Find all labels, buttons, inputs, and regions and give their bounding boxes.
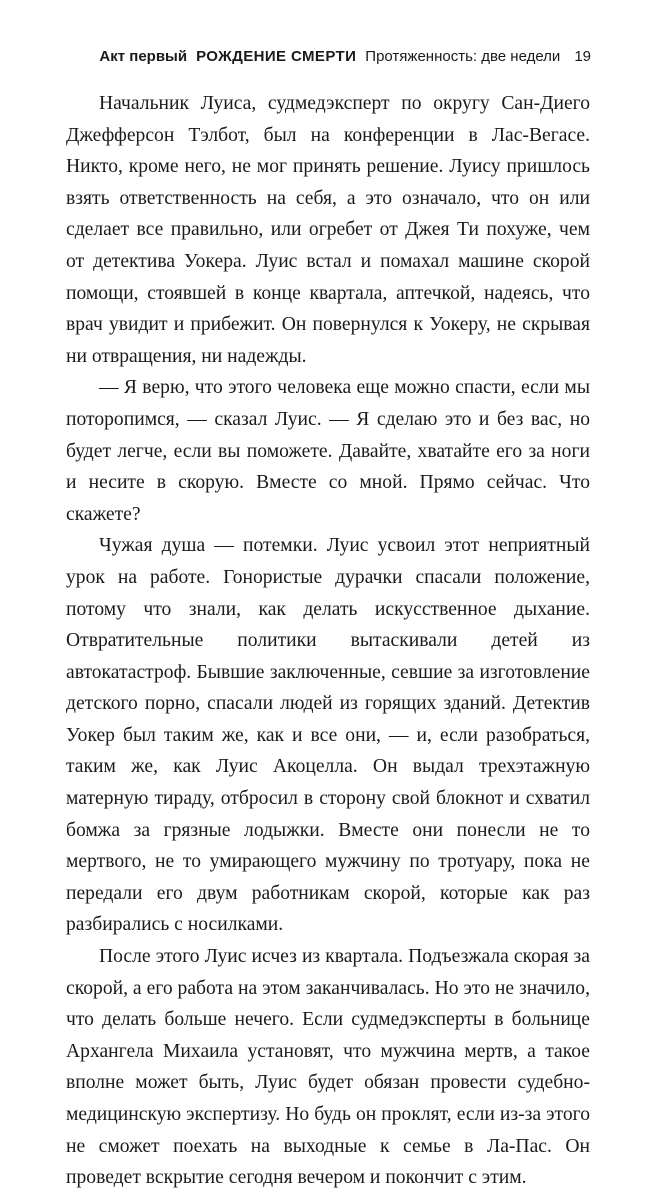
header-act: Акт первый [99, 48, 188, 65]
paragraph: Чужая душа — потемки. Луис усвоил этот неприятный урок на работе. Гонористые дурачки спасали положение, потому что знали, как делать искусственное дыхание. Отвратительные политики вытаскивали детей из автокатастроф. Бывшие заключенные, севшие за изготовление детского порно, спасали людей из горящих зданий. Детектив Уокер был таким же, как и все они, — и, если разобраться, таким же, как Луис Акоцелла. Он выдал трехэтажную матерную тираду, отбросил в сторону свой блокнот и схватил бомжа за грязные лодыжки. Вместе они понесли не то мертвого, не то умирающего мужчину по тротуару, пока не передали его двум работникам скорой, которые как раз разбирались с носилками. [66, 535, 590, 936]
header-part-title: РОЖДЕНИЕ СМЕРТИ [196, 48, 357, 65]
header-chapter-title: Протяженность: две недели [365, 48, 561, 65]
paragraph: Начальник Луиса, судмедэксперт по округу Сан-Диего Джефферсон Тэлбот, был на конференции в Лас-Вегасе. Никто, кроме него, не мог принять решение. Луису пришлось взять ответственность на себя, а это означало, что он или сделает все правильно, или огребет от Джея Ти похуже, чем от детектива Уокера. Луис встал и помахал машине скорой помощи, стоявшей в конце квартала, аптечкой, надеясь, что врач увидит и прибежит. Он повернулся к Уокеру, не скрывая ни отвращения, ни надежды. [66, 93, 590, 367]
paragraph: — Я верю, что этого человека еще можно спасти, если мы поторопимся, — сказал Луис. — Я сделаю это и без вас, но будет легче, если вы поможете. Давайте, хватайте его за ноги и несите в скорую. Вместе со мной. Прямо сейчас. Что скажете? [66, 377, 590, 525]
paragraph: После этого Луис исчез из квартала. Подъезжала скорая за скорой, а его работа на этом заканчивалась. Но это не значило, что делать больше нечего. Если судмедэксперты в больнице Архангела Михаила установят, что мужчина мертв, а такое вполне может быть, Луис будет обязан провести судебно-медицинскую экспертизу. Но будь он проклят, если из-за этого не сможет поехать на выходные к семье в Ла-Пас. Он проведет вскрытие сегодня вечером и покончит с этим. [66, 946, 590, 1189]
page-number: 19 [574, 48, 591, 65]
running-header [66, 48, 591, 72]
body-text [66, 88, 590, 1194]
